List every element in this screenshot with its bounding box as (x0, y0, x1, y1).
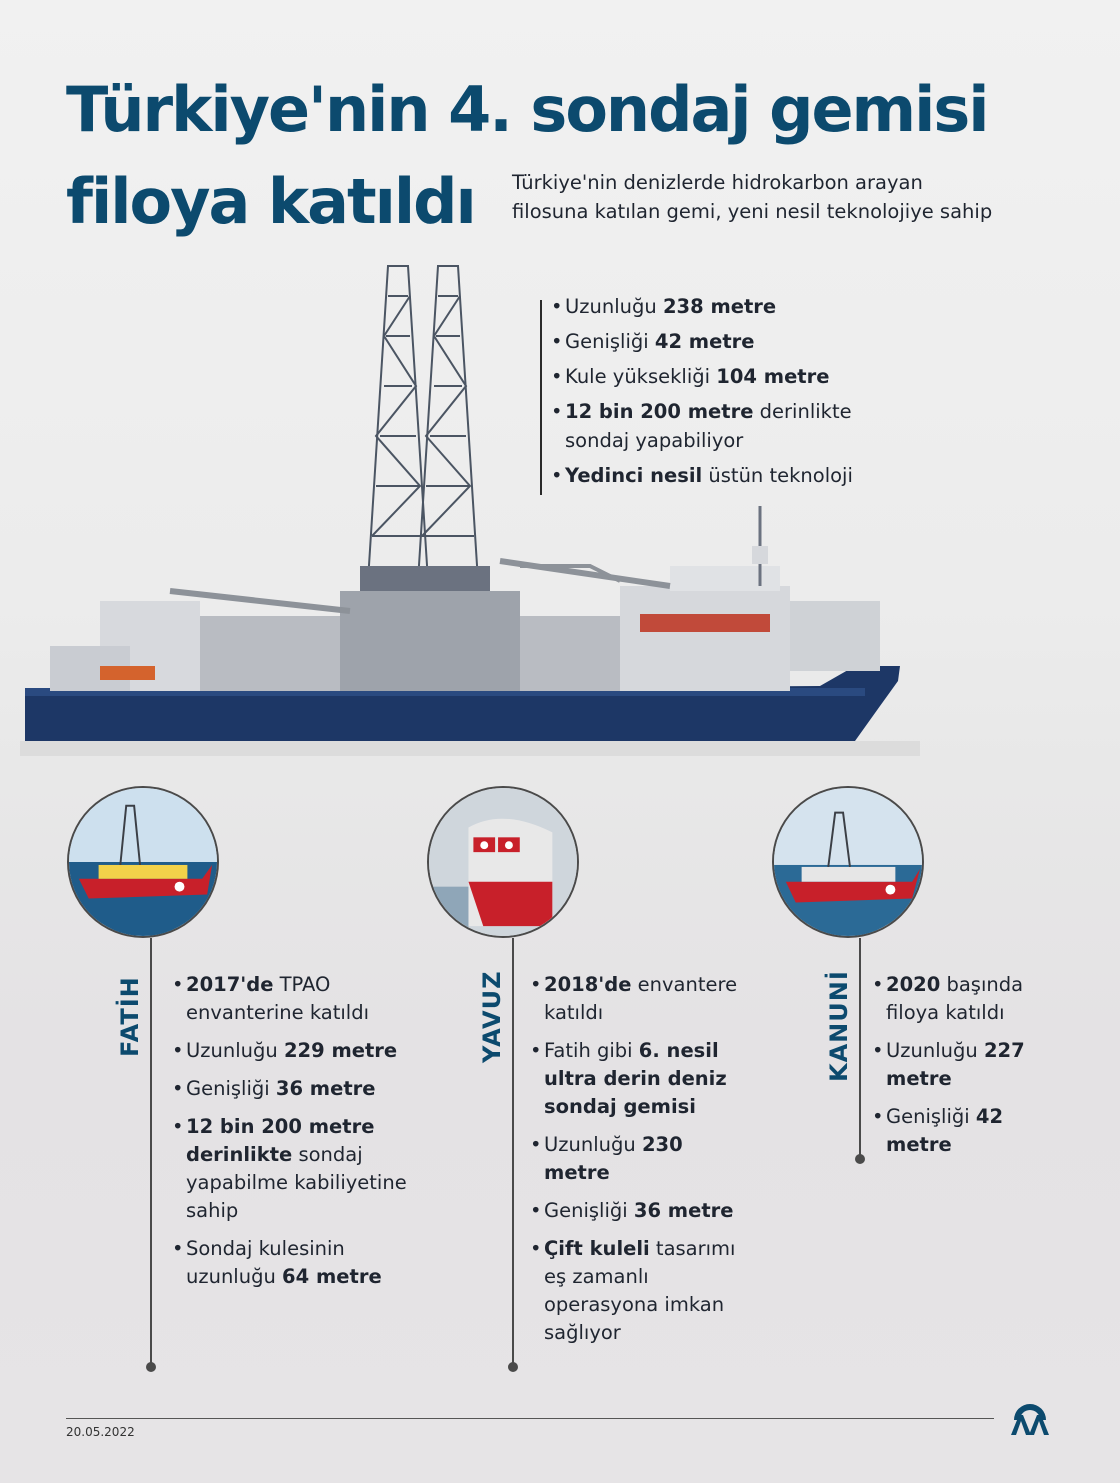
spec-item: • Genişliği 42 metre (872, 1103, 1052, 1159)
spec-item: • Uzunluğu 230 metre (530, 1131, 714, 1187)
subtitle (512, 168, 992, 226)
fatih-photo (67, 786, 219, 938)
spec-item: • Genişliği 42 metre (551, 327, 891, 356)
yavuz-label: YAVUZ (478, 970, 506, 1063)
main-ship-specs (551, 292, 891, 496)
spec-item: • Uzunluğu 238 metre (551, 292, 891, 321)
spec-item: • 12 bin 200 metre derinlikte sondaj yapabiliyor (551, 397, 865, 455)
footer-divider (66, 1418, 994, 1419)
spec-item: • Yedinci nesil üstün teknoloji (551, 461, 891, 490)
subtitle-line-1: Türkiye'nin denizlerde hidrokarbon arayan (512, 171, 923, 194)
yavuz-timeline-line (512, 938, 514, 1366)
spec-item: • 2020 başında filoya katıldı (872, 971, 1052, 1027)
title-line-1: Türkiye'nin 4. sondaj gemisi (66, 73, 988, 146)
yavuz-specs (530, 971, 745, 1357)
spec-item: • 2018'de envantere katıldı (530, 971, 745, 1027)
spec-item: • Genişliği 36 metre (530, 1197, 745, 1225)
spec-item: • Fatih gibi 6. nesil ultra derin deniz sondaj gemisi (530, 1037, 734, 1121)
fatih-timeline-line (150, 938, 152, 1366)
kanuni-label: KANUNİ (825, 970, 853, 1082)
spec-item: • 12 bin 200 metre derinlikte sondaj yapabilme kabiliyetine sahip (172, 1113, 422, 1225)
title-line-2: filoya katıldı (66, 165, 475, 238)
fatih-label: FATİH (116, 976, 144, 1057)
subtitle-line-2: filosuna katılan gemi, yeni nesil teknolojiye sahip (512, 200, 993, 223)
spec-item: • 2017'de TPAO envanterine katıldı (172, 971, 422, 1027)
spec-item: • Genişliği 36 metre (172, 1075, 422, 1103)
spec-item: • Çift kuleli tasarımı eş zamanlı operasyona imkan sağlıyor (530, 1235, 745, 1347)
kanuni-specs (872, 971, 1052, 1169)
spec-item: • Sondaj kulesinin uzunluğu 64 metre (172, 1235, 386, 1291)
aa-logo (1008, 1402, 1052, 1436)
spec-item: • Uzunluğu 229 metre (172, 1037, 422, 1065)
publish-date: 20.05.2022 (66, 1425, 135, 1439)
spec-item: • Uzunluğu 227 metre (872, 1037, 1052, 1093)
spec-item: • Kule yüksekliği 104 metre (551, 362, 891, 391)
kanuni-photo (772, 786, 924, 938)
callout-line (540, 300, 542, 495)
kanuni-timeline-line (859, 938, 861, 1158)
fatih-specs (172, 971, 422, 1301)
yavuz-photo (427, 786, 579, 938)
